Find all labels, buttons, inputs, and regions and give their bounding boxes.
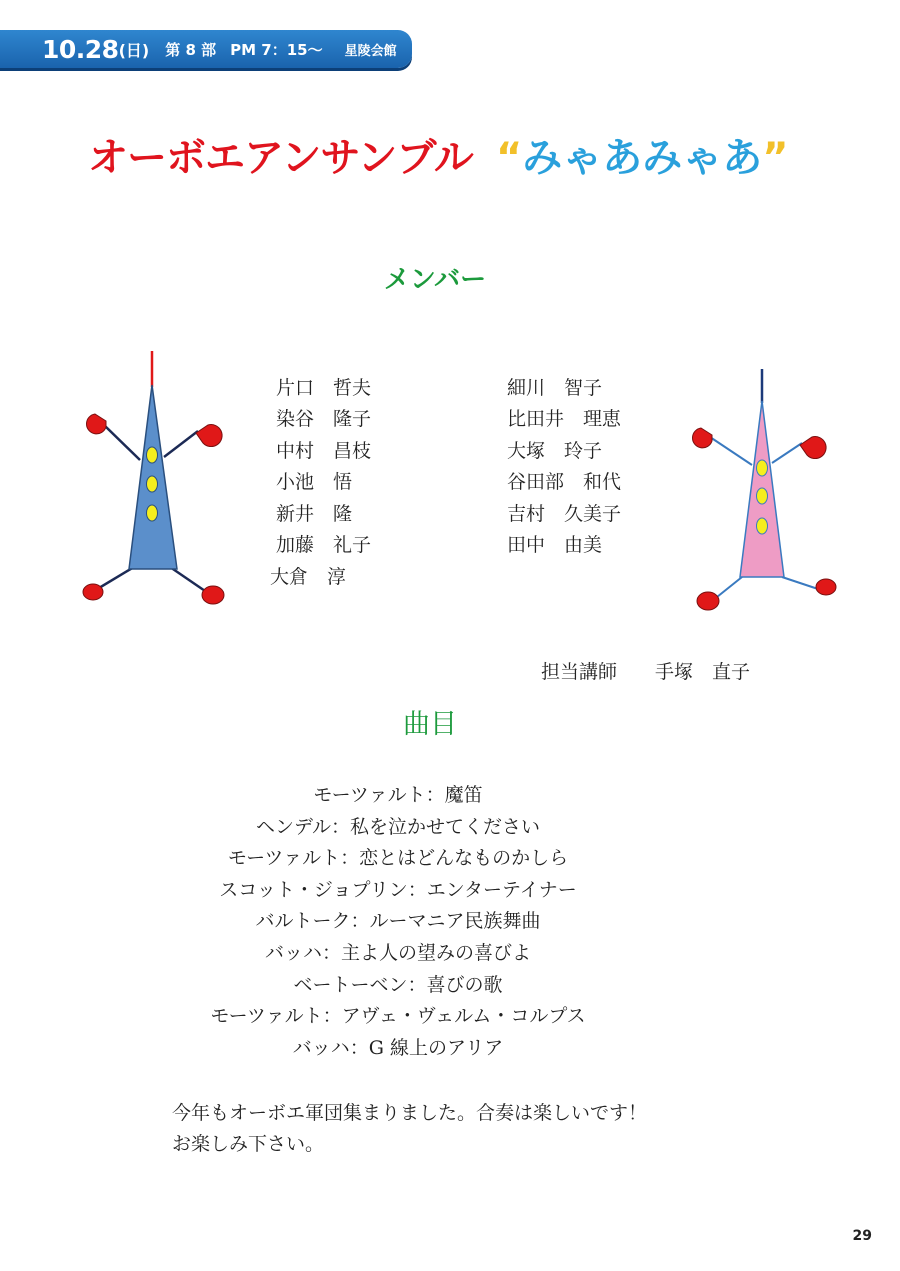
member-right-6: 田中 由美 — [507, 534, 603, 556]
program-item: ヘンデル：私を泣かせてください — [255, 815, 541, 838]
header-time: PM 7：15～ — [230, 40, 323, 59]
header-venue: 星陵会館 — [344, 43, 397, 59]
message — [172, 1098, 647, 1160]
blue-oboe-figure — [80, 345, 230, 610]
header-bar — [0, 30, 412, 68]
program-item: バッハ：G 線上のアリア — [292, 1036, 504, 1059]
nickname-text: みゃあみゃあ — [522, 135, 763, 181]
member-left-4: 小池 悟 — [276, 471, 353, 493]
header-day-of-week: (日) — [118, 40, 150, 60]
header-part: 第 8 部 — [165, 40, 217, 59]
program-item: バッハ：主よ人の望みの喜びよ — [264, 941, 531, 964]
page-number: 29 — [852, 1228, 872, 1244]
member-left-6: 加藤 礼子 — [276, 534, 372, 556]
pink-oboe-figure — [690, 365, 840, 620]
member-right-3: 大塚 玲子 — [507, 440, 603, 462]
member-left-1: 片口 哲夫 — [276, 377, 372, 399]
header-date: 10.28 — [42, 34, 119, 64]
program-list — [0, 780, 796, 1064]
members-heading: メンバー — [383, 265, 487, 295]
program-item: モーツァルト：アヴェ・ヴェルム・コルプス — [210, 1005, 586, 1028]
program-item: ベートーベン：喜びの歌 — [293, 973, 503, 996]
group-nickname — [496, 126, 789, 183]
program-item: バルトーク：ルーマニア民族舞曲 — [255, 910, 541, 933]
message-line-2: お楽しみ下さい。 — [172, 1133, 325, 1155]
member-left-5: 新井 隆 — [276, 503, 353, 525]
program-item: スコット・ジョプリン：エンターテイナー — [219, 878, 577, 901]
program-item: モーツァルト：恋とはどんなものかしら — [227, 847, 569, 870]
member-right-5: 吉村 久美子 — [507, 503, 622, 525]
message-line-1: 今年もオーボエ軍団集まりました。合奏は楽しいです！ — [172, 1102, 648, 1124]
nickname-open-quote: “ — [496, 135, 523, 181]
member-left-2: 染谷 隆子 — [276, 408, 372, 430]
member-right-2: 比田井 理恵 — [507, 408, 622, 430]
program-heading: 曲目 — [403, 709, 457, 740]
program-item: モーツァルト：魔笛 — [313, 784, 483, 806]
nickname-close-quote: ” — [762, 135, 789, 181]
group-title: オーボエアンサンブル — [88, 135, 473, 181]
teacher-credit: 担当講師 手塚 直子 — [541, 661, 751, 683]
member-right-1: 細川 智子 — [507, 377, 603, 399]
member-left-7: 大倉 淳 — [270, 566, 347, 588]
member-left-3: 中村 昌枝 — [276, 440, 372, 462]
member-right-4: 谷田部 和代 — [507, 471, 622, 493]
